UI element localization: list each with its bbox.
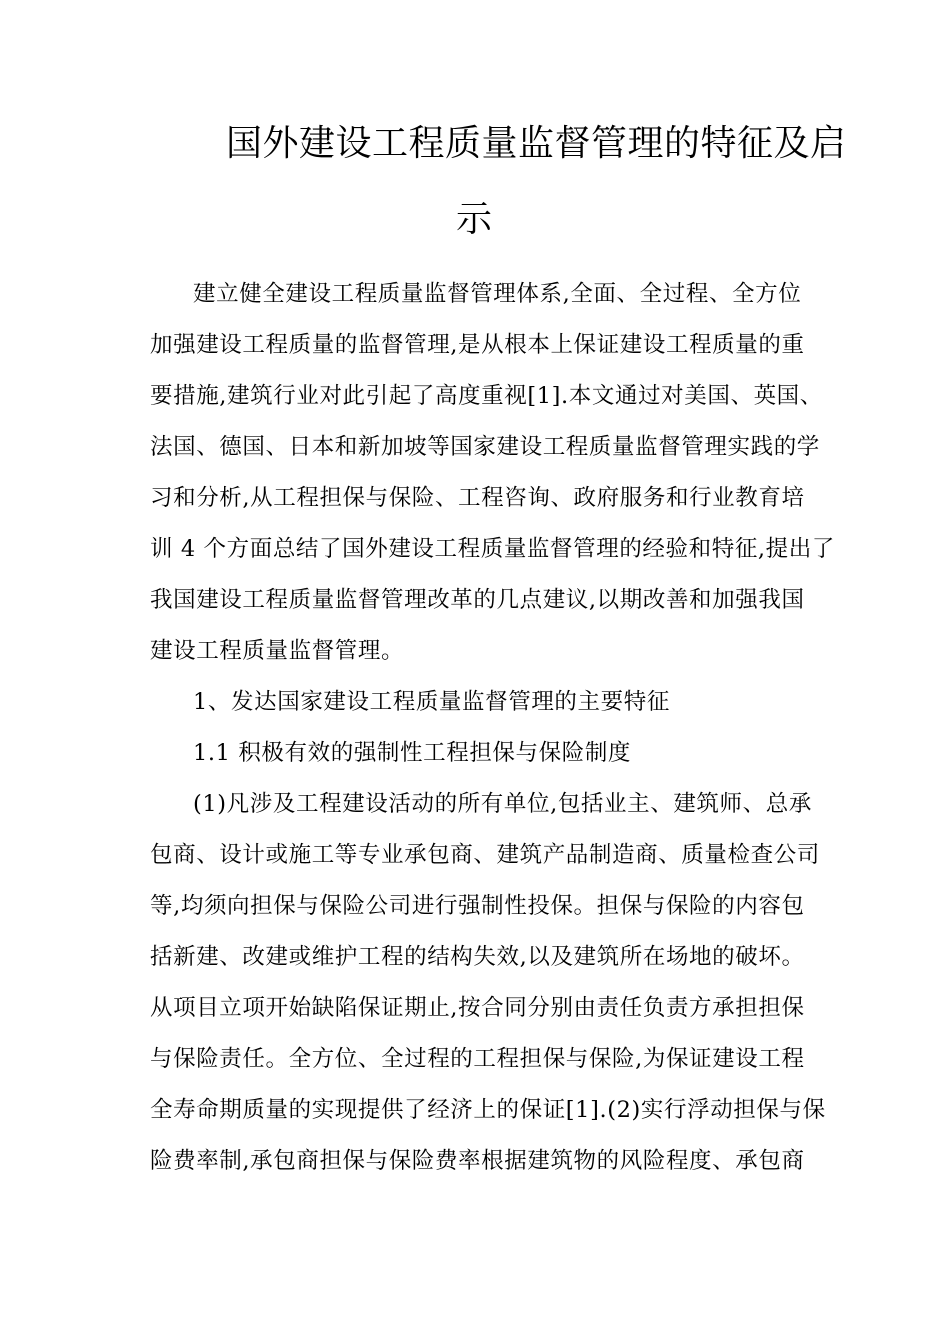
paragraph-line: 要措施,建筑行业对此引起了高度重视[1].本文通过对美国、英国、 (150, 383, 823, 409)
paragraph-line: 我国建设工程质量监督管理改革的几点建议,以期改善和加强我国 (150, 587, 805, 613)
paragraph-line: 险费率制,承包商担保与保险费率根据建筑物的风险程度、承包商 (150, 1148, 805, 1174)
paragraph-line: 训 4 个方面总结了国外建设工程质量监督管理的经验和特征,提出了 (150, 536, 835, 562)
paragraph-line: 习和分析,从工程担保与保险、工程咨询、政府服务和行业教育培 (150, 485, 805, 511)
document-title-line-2: 示 (456, 199, 493, 240)
subsection-heading: 1.1 积极有效的强制性工程担保与保险制度 (193, 740, 632, 766)
paragraph-line: 建设工程质量监督管理。 (150, 638, 405, 664)
document-title-line-1: 国外建设工程质量监督管理的特征及启 (226, 123, 847, 164)
paragraph-line: 括新建、改建或维护工程的结构失效,以及建筑所在场地的破坏。 (150, 944, 805, 970)
paragraph-line: 包商、设计或施工等专业承包商、建筑产品制造商、质量检查公司 (150, 842, 820, 868)
paragraph-line: 全寿命期质量的实现提供了经济上的保证[1].(2)实行浮动担保与保 (150, 1097, 826, 1123)
paragraph-line: 等,均须向担保与保险公司进行强制性投保。担保与保险的内容包 (150, 893, 805, 919)
paragraph-line: 法国、德国、日本和新加坡等国家建设工程质量监督管理实践的学 (150, 434, 820, 460)
paragraph-line: 与保险责任。全方位、全过程的工程担保与保险,为保证建设工程 (150, 1046, 805, 1072)
paragraph-line: 从项目立项开始缺陷保证期止,按合同分别由责任负责方承担担保 (150, 995, 805, 1021)
paragraph-line: (1)凡涉及工程建设活动的所有单位,包括业主、建筑师、总承 (193, 791, 812, 817)
paragraph-line: 建立健全建设工程质量监督管理体系,全面、全过程、全方位 (193, 281, 802, 307)
paragraph-line: 加强建设工程质量的监督管理,是从根本上保证建设工程质量的重 (150, 332, 805, 358)
section-heading: 1、发达国家建设工程质量监督管理的主要特征 (193, 689, 670, 715)
